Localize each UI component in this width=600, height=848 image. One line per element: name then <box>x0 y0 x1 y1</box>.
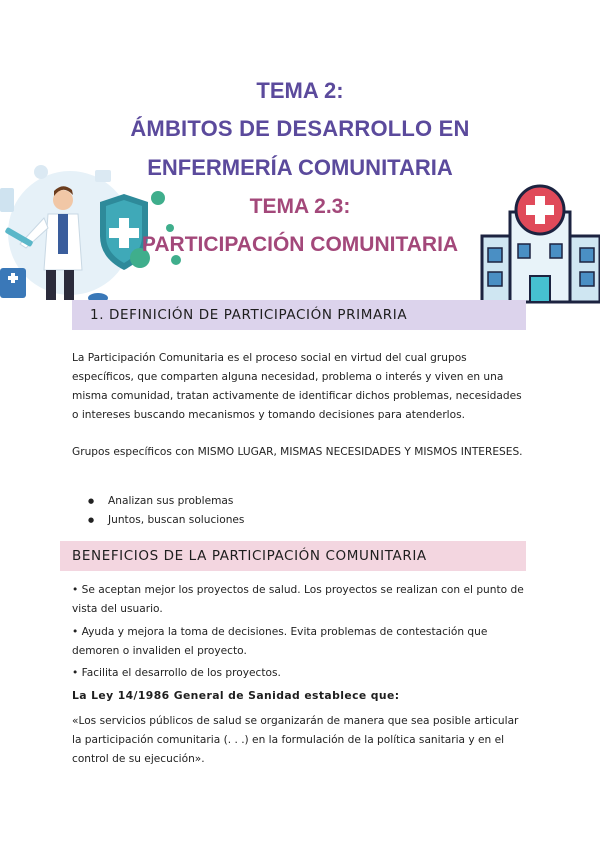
benefit-item: • Se aceptan mejor los proyectos de salud. Los proyectos se realizan con el punto de vista del usuario. <box>72 584 524 615</box>
hospital-illustration <box>476 182 600 308</box>
list-item: ● Analizan sus problemas <box>88 492 244 511</box>
law-quote: «Los servicios públicos de salud se organizarán de manera que sea posible articular la participación comunitaria (. . .) en la formulación de la política sanitaria y en el control de su ejecución». <box>72 715 519 765</box>
list-item: ● Juntos, buscan soluciones <box>88 511 244 530</box>
section2-heading: BENEFICIOS DE LA PARTICIPACIÓN COMUNITARIA <box>60 541 526 571</box>
law-statement: La Ley 14/1986 General de Sanidad establece que: <box>72 689 400 702</box>
benefit-item: • Facilita el desarrollo de los proyectos. <box>72 667 281 679</box>
ambitos-title-line2: ENFERMERÍA COMUNITARIA <box>147 155 453 180</box>
definition-paragraph: La Participación Comunitaria es el proceso social en virtud del cual grupos específicos, que comparten alguna necesidad, problema o interés y viven en una misma comunidad, tratan activamente de identificar dichos problemas, necesidades o intereses buscando mecanismos y tomando decisiones para atenderlos. <box>72 352 522 421</box>
ambitos-title-line1: ÁMBITOS DE DESARROLLO EN <box>130 116 470 141</box>
subtema-title: TEMA 2.3: <box>249 195 351 218</box>
participacion-title: PARTICIPACIÓN COMUNITARIA <box>141 233 459 256</box>
bullet-list <box>88 492 244 530</box>
section1-heading: 1. DEFINICIÓN DE PARTICIPACIÓN PRIMARIA <box>72 300 526 330</box>
clipboard-icon <box>0 188 14 212</box>
tema-title: TEMA 2: <box>256 78 344 103</box>
benefit-item: • Ayuda y mejora la toma de decisiones. Evita problemas de contestación que demoren o invaliden el proyecto. <box>72 626 488 657</box>
grupos-paragraph: Grupos específicos con MISMO LUGAR, MISMAS NECESIDADES Y MISMOS INTERESES. <box>72 446 523 458</box>
door-icon <box>530 276 550 302</box>
